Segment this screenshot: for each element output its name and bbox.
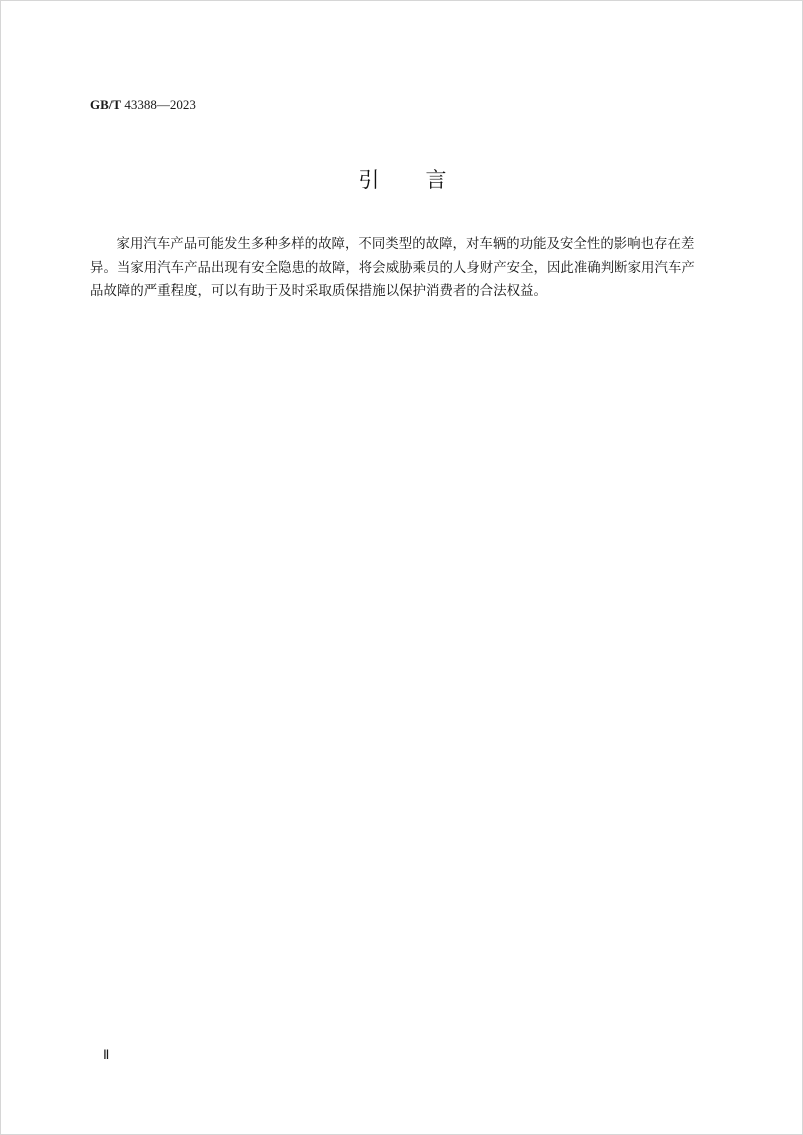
paragraph-line: 家用汽车产品可能发生多种多样的故障，不同类型的故障，对车辆的功能及安全性的影响也存在差 <box>116 237 695 252</box>
standard-prefix: GB/T <box>90 97 122 112</box>
paragraph-line: 异。当家用汽车产品出现有安全隐患的故障，将会威胁乘员的人身财产安全，因此准确判断家用汽车产 <box>90 260 695 276</box>
title-char-2: 言 <box>425 168 447 192</box>
standard-code-header <box>90 97 196 113</box>
paragraph-line: 品故障的严重程度，可以有助于及时采取质保措施以保护消费者的合法权益。 <box>90 284 547 299</box>
standard-number: 43388—2023 <box>124 97 196 112</box>
title-char-1: 引 <box>358 168 380 192</box>
introduction-paragraph <box>90 233 720 304</box>
section-title <box>1 164 803 194</box>
page-number: Ⅱ <box>103 1047 110 1062</box>
